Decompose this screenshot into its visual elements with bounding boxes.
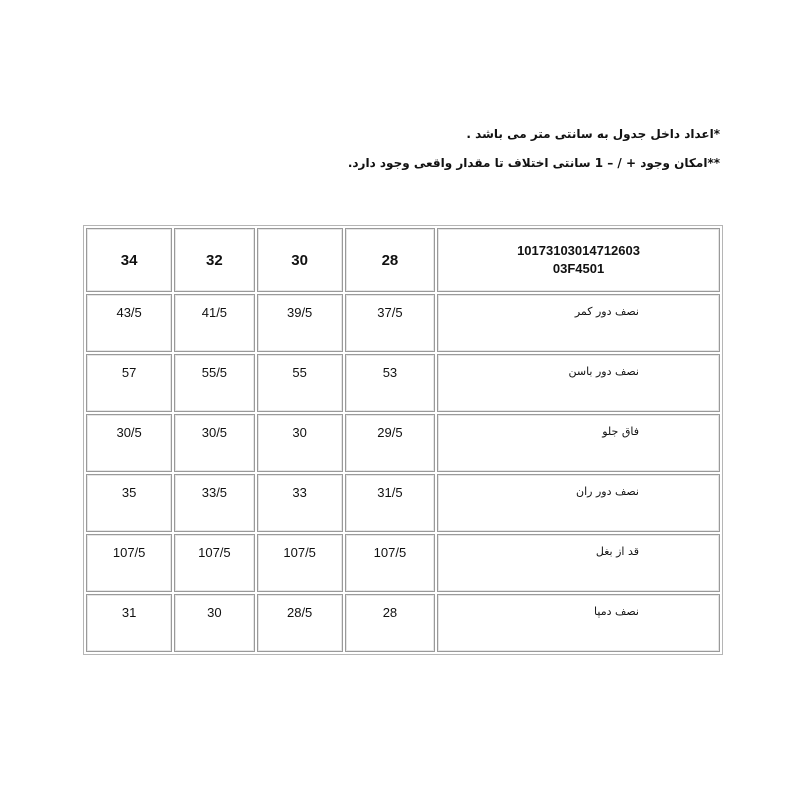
table-row	[86, 594, 720, 652]
table-cell: 107/5	[86, 534, 172, 592]
table-cell: 33/5	[174, 474, 254, 532]
size-table	[83, 225, 723, 655]
size-header-28: 28	[345, 228, 435, 292]
table-cell: 28	[345, 594, 435, 652]
table-cell: 30/5	[174, 414, 254, 472]
product-model: 03F4501	[552, 261, 605, 276]
row-label: نصف دور باسن	[437, 354, 720, 412]
table-cell: 107/5	[174, 534, 254, 592]
table-cell: 41/5	[174, 294, 254, 352]
size-header-34: 34	[86, 228, 172, 292]
note-units: *اعداد داخل جدول به سانتی متر می باشد .	[466, 127, 720, 141]
table-row	[86, 414, 720, 472]
table-cell: 55/5	[174, 354, 254, 412]
table-row	[86, 474, 720, 532]
product-code: 10173103014712603	[517, 243, 640, 258]
table-cell: 43/5	[86, 294, 172, 352]
table-cell: 30	[257, 414, 343, 472]
table-cell: 28/5	[257, 594, 343, 652]
table-row	[86, 354, 720, 412]
size-header-32: 32	[174, 228, 254, 292]
table-cell: 30/5	[86, 414, 172, 472]
table-cell: 107/5	[257, 534, 343, 592]
row-label: قد از بغل	[437, 534, 720, 592]
size-header-30: 30	[257, 228, 343, 292]
row-label: نصف دور کمر	[437, 294, 720, 352]
table-cell: 30	[174, 594, 254, 652]
table-cell: 31	[86, 594, 172, 652]
note-tolerance: **امکان وجود + / – 1 سانتی اختلاف تا مقدار واقعی وجود دارد.	[347, 156, 720, 170]
table-row	[86, 534, 720, 592]
notes-block	[200, 120, 720, 178]
table-row	[86, 294, 720, 352]
table-cell: 57	[86, 354, 172, 412]
table-cell: 29/5	[345, 414, 435, 472]
table-cell: 39/5	[257, 294, 343, 352]
table-cell: 55	[257, 354, 343, 412]
row-label: نصف دمپا	[437, 594, 720, 652]
table-cell: 33	[257, 474, 343, 532]
row-label: فاق جلو	[437, 414, 720, 472]
table-cell: 53	[345, 354, 435, 412]
product-code-cell	[437, 228, 720, 292]
header-row	[86, 228, 720, 292]
table-cell: 107/5	[345, 534, 435, 592]
row-label: نصف دور ران	[437, 474, 720, 532]
table-cell: 35	[86, 474, 172, 532]
table-cell: 31/5	[345, 474, 435, 532]
table-cell: 37/5	[345, 294, 435, 352]
